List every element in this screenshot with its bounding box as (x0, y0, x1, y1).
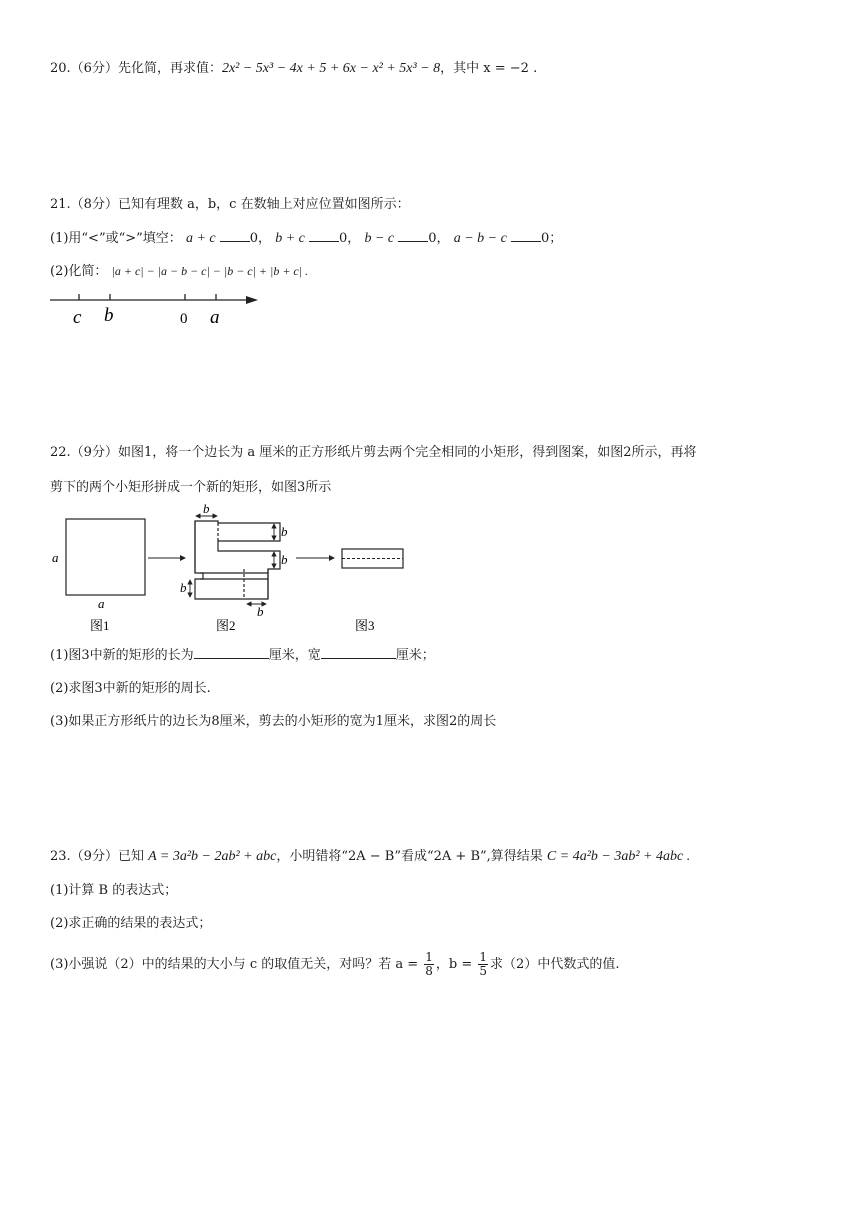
q22-sub1-a: (1)图3中新的矩形的长为 (50, 648, 194, 663)
fig2-caption: 图2 (216, 618, 236, 633)
q22-sub1-c: 厘米； (395, 648, 435, 663)
answer-blank-length[interactable] (194, 646, 269, 659)
fig2-dim-right1-label: b (281, 524, 288, 539)
q23-sub3-c: 求（2）中代数式的值. (490, 957, 620, 972)
q22-stem-line1: 22.（9分）如图1，将一个边长为 a 厘米的正方形纸片剪去两个完全相同的小矩形，得到图案，如图2所示，再将 (50, 445, 697, 460)
q22-sub2: (2)求图3中新的矩形的周长. (50, 681, 211, 696)
axis-label-0: 0 (180, 311, 188, 327)
fig2-outline-hidden (195, 522, 280, 598)
terminator: ； (549, 231, 563, 246)
answer-blank[interactable] (309, 229, 339, 242)
fraction-b-numerator: 1 (479, 950, 488, 964)
separator: ， (258, 231, 272, 246)
q22-sub3: (3)如果正方形纸片的边长为8厘米，剪去的小矩形的宽为1厘米，求图2的周长 (50, 714, 497, 729)
q21-item-4: a − b − c (453, 231, 507, 246)
zero-label: 0 (339, 231, 348, 246)
q23-sub1: (1)计算 B 的表达式； (50, 883, 178, 898)
q22-figures-svg (48, 500, 418, 638)
q21-part2 (50, 262, 308, 281)
q21-item-1: a + c (185, 231, 216, 246)
answer-blank[interactable] (511, 229, 541, 242)
fig2-dim-top-label: b (203, 501, 210, 516)
q22-sub1 (50, 646, 435, 665)
fig2-dim-right2-label: b (281, 552, 288, 567)
fig2-outline (195, 521, 280, 599)
q23-sub3 (50, 950, 619, 980)
number-line (48, 288, 268, 330)
q21-part1 (50, 229, 562, 248)
q23-lead: 23.（9分）已知 (50, 849, 149, 864)
fraction-b-denominator: 5 (479, 964, 488, 978)
answer-blank-width[interactable] (321, 646, 396, 659)
answer-blank[interactable] (398, 229, 428, 242)
separator: ， (347, 231, 361, 246)
q23-middle: ，小明错将“2A − B”看成“2A + B”,算得结果 (276, 849, 547, 864)
q23-sub2: (2)求正确的结果的表达式； (50, 916, 212, 931)
fig2-outline-part (195, 522, 280, 570)
q22-stem-line2: 剪下的两个小矩形拼成一个新的矩形，如图3所示 (50, 480, 332, 495)
fig1-bottom-label: a (98, 596, 105, 611)
fig2-dim-bottom-label: b (257, 604, 264, 619)
q21-part1-prefix: (1)用“<”或“>”填空： (50, 231, 182, 246)
axis-label-c: c (73, 307, 82, 328)
zero-label: 0 (540, 231, 550, 246)
q20-condition: ，其中 x = −2 . (440, 61, 538, 76)
q20-text (50, 60, 537, 78)
q21-item-2: b + c (275, 231, 305, 246)
separator: ， (436, 231, 450, 246)
axis-label-a: a (210, 307, 220, 328)
answer-blank[interactable] (220, 229, 250, 242)
fig1-square (66, 519, 145, 595)
fig3-caption: 图3 (355, 618, 375, 633)
zero-label: 0 (428, 231, 437, 246)
fig2-dim-left-label: b (180, 580, 187, 595)
zero-label: 0 (249, 231, 259, 246)
q21-item-3: b − c (364, 231, 395, 246)
q22-figures (48, 500, 418, 638)
q20-lead: 20.（6分）先化简，再求值： (50, 61, 222, 76)
fraction-a-denominator: 8 (425, 964, 433, 978)
axis-label-b: b (104, 305, 114, 326)
fraction-a (424, 951, 434, 978)
fig1-caption: 图1 (90, 618, 110, 633)
q23-sub3-a: (3)小强说（2）中的结果的大小与 c 的取值无关，对吗？若 a = (50, 957, 423, 972)
q23-C-expression: C = 4a²b − 3ab² + 4abc . (546, 849, 691, 864)
q23-A-expression: A = 3a²b − 2ab² + abc (148, 849, 277, 864)
fraction-a-numerator: 1 (425, 950, 433, 964)
number-line-figure (48, 288, 268, 330)
q21-part2-prefix: (2)化简： (50, 264, 108, 279)
fig1-side-label: a (52, 550, 59, 565)
q21-part2-expression: |a + c| − |a − b − c| − |b − c| + |b + c| . (111, 264, 309, 278)
q23-stem (50, 848, 690, 866)
arrow-head-icon (246, 296, 258, 304)
q20-expression: 2x² − 5x³ − 4x + 5 + 6x − x² + 5x³ − 8 (221, 61, 441, 76)
fraction-b (478, 951, 488, 978)
q23-sub3-b: ，b = (435, 957, 477, 972)
q22-sub1-b: 厘米，宽 (268, 648, 321, 663)
q21-stem: 21.（8分）已知有理数 a，b，c 在数轴上对应位置如图所示： (50, 197, 410, 212)
